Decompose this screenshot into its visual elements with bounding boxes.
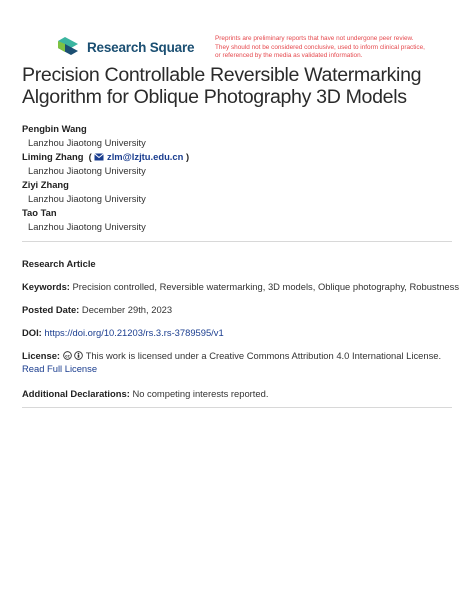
cc-icon [63,351,72,360]
license-line [22,349,462,362]
title-line: Algorithm for Oblique Photography 3D Models [22,86,407,108]
author-name-row [22,150,462,164]
author-name[interactable]: Liming Zhang [22,151,84,162]
doi-link[interactable]: https://doi.org/10.21203/rs.3.rs-3789595/v1 [44,327,224,338]
author-affiliation: Lanzhou Jiaotong University [28,193,146,204]
article-type-value: Research Article [22,258,96,269]
keywords [22,280,462,293]
author-name[interactable]: Pengbin Wang [22,123,87,134]
author-affiliation: Lanzhou Jiaotong University [28,165,146,176]
by-icon [74,351,83,360]
posted-date [22,303,462,316]
read-full-license-link[interactable]: Read Full License [22,363,98,374]
author-item [22,122,462,150]
keywords-label: Keywords: [22,281,70,292]
title-line: Precision Controllable Reversible Watermarking [22,64,422,86]
posted-date-value: December 29th, 2023 [81,304,173,315]
header [0,0,474,62]
svg-text:cc: cc [64,353,70,359]
declarations-value: No competing interests reported. [132,388,269,399]
article-type [22,257,462,270]
license [22,349,462,375]
close-paren: ) [185,151,190,162]
additional-declarations [22,387,462,400]
author-email-link[interactable]: zlm@lzjtu.edu.cn [107,151,184,162]
author-item [22,150,462,178]
license-label: License: [22,350,61,361]
notice-line: They should not be considered conclusive, used to inform clinical practice, [215,43,425,51]
research-square-logo[interactable] [56,36,194,58]
research-square-logo-icon [56,36,82,58]
author-affiliation: Lanzhou Jiaotong University [28,137,146,148]
envelope-icon [94,153,104,161]
notice-line: Preprints are preliminary reports that have not undergone peer review. [215,35,414,42]
divider [22,241,452,242]
keywords-value: Precision controlled, Reversible watermarking, 3D models, Oblique photography, Robustness [72,281,460,292]
author-name[interactable]: Tao Tan [22,207,57,218]
doi [22,326,462,339]
license-text: This work is licensed under a Creative Commons Attribution 4.0 International License. [85,350,442,361]
author-name[interactable]: Ziyi Zhang [22,179,69,190]
open-paren: ( [86,151,92,162]
page-title [22,64,462,108]
posted-date-label: Posted Date: [22,304,80,315]
author-item [22,178,462,206]
divider [22,407,452,408]
logo-text: Research Square [87,39,195,55]
author-item [22,206,462,234]
declarations-label: Additional Declarations: [22,388,130,399]
doi-label: DOI: [22,327,42,338]
author-affiliation: Lanzhou Jiaotong University [28,221,146,232]
notice-line: or referenced by the media as validated information. [215,52,363,60]
preprint-notice [215,35,455,61]
author-list [22,122,462,234]
